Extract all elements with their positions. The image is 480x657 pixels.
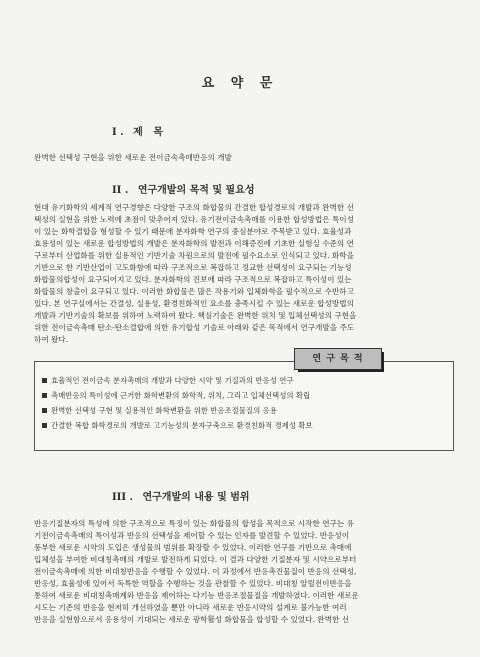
paragraph-line: 반응을 실현함으로서 응용성이 기대되는 새로운 광학활성 화합물을 합성할 수 있었다. 완벽한 선 [34,615,350,624]
purpose-item-text: 완벽한 선택성 구현 및 실용적인 화학변환을 위한 반응조절물질의 응용 [51,406,277,415]
paragraph-line: 기반으로 한 기반산업이 고도화함에 따라 구조적으로 복잡하고 정교한 선택성이 요구되는 기능성 [34,263,352,272]
purpose-item [42,406,277,416]
square-bullet-icon [42,378,47,383]
section-heading-2 [112,181,255,196]
paragraph-line: 풍부한 새로운 시약의 도입은 생성물의 범위를 확장할 수 있었다. 이러한 연구를 기반으로 촉매에 [34,543,352,552]
paragraph-line: 시도는 기존의 반응을 현저히 개선하였을 뿐만 아니라 새로운 반응시약의 설계로 불가능한 여러 [34,603,347,612]
purpose-item [42,421,313,431]
paragraph-line: 있다. 본 연구실에서는 간결성, 실용성, 환경친화적인 요소를 충족시킬 수 있는 새로운 합성방법의 [34,299,354,308]
paragraph-line: 전이금속촉매에 의한 비대칭반응을 수행할 수 있었다. 이 과정에서 반응촉진물질이 반응의 선택성, [34,567,357,576]
project-title: 완벽한 선택성 구현을 위한 새로운 전이금속촉매반응의 개발 [34,153,232,162]
section-number: II . [112,185,129,196]
section-heading-1 [112,123,163,138]
paragraph-line: 현대 유기화학의 세계적 연구경향은 다양한 구조의 화합물의 간결한 합성경로의 개발과 완벽한 선 [34,203,354,212]
paragraph-line: 기전이금속촉매의 특이성과 반응의 선택성을 제어할 수 있는 인자를 발견할 수 있었다. 반응성이 [34,531,350,540]
section-number: III . [112,492,133,503]
purpose-item [42,376,293,386]
page-title: 요 약 문 [201,76,279,91]
paragraph-line: 개발과 기반기술의 확보를 위하여 노력하여 왔다. 핵심기술은 완벽한 위치 및 입체선택성의 구현을 [34,311,357,320]
section-heading-3 [112,488,250,503]
paragraph-line: 입체성을 부여한 비대칭촉매의 개발로 발전하게 되었다. 이 결과 다양한 기질분자 및 시약으로부터 [34,555,357,564]
paragraph-line: 화합물의 창출이 요구되고 있다. 이러한 화합물은 많은 작용기와 입체화학을 필수적으로 수반하고 [34,287,354,296]
paragraph-line: 반응기질분자의 특성에 의한 구조적으로 특징이 있는 화합물의 합성을 목적으로 시작한 연구는 유 [34,519,354,528]
section-title: 연구개발의 내용 및 범위 [142,492,250,503]
section-number: I . [112,127,124,138]
section-title: 제 목 [133,127,163,138]
square-bullet-icon [42,423,47,428]
paragraph-line: 화합물의합성이 요구되어지고 있다. 분자화학의 진보에 따라 구조적으로 복잡하고 특이성이 있는 [34,275,352,284]
purpose-item [42,391,310,401]
paragraph-line: 이 있는 화학결합을 형성할 수 있기 때문에 분자화학 연구의 중심분야로 주목받고 있다. 효율성과 [34,227,352,236]
purpose-item-text: 간결한 복합 화학경로의 개발로 고기능성의 분자구축으로 환경친화적 경제성 확보 [51,421,313,430]
square-bullet-icon [42,408,47,413]
paragraph-line: 위한 전이금속촉매 탄소-탄소결합에 의한 유기합성 기술로 아래와 같은 목적에서 연구개발을 주도 [34,323,355,332]
square-bullet-icon [42,393,47,398]
section-title: 연구개발의 목적 및 필요성 [137,185,255,196]
paragraph-line: 구로부터 산업화를 위한 실용적인 기반기술 차원으로의 발전에 필수요소로 인식되고 있다. 화학을 [34,251,354,260]
research-purpose-label: 연 구 목 적 [294,348,382,370]
purpose-item-text: 촉매반응의 특이성에 근거한 화학변환의 화학적, 위치, 그리고 입체선택성의 확립 [51,391,311,400]
paragraph-line: 택성의 실현을 위한 노력에 초점이 맞추어져 있다. 유기전이금속촉매를 이용한 합성방법은 특이성 [34,215,354,224]
paragraph-line: 통하여 새로운 비대칭촉매계와 반응을 제어하는 다기능 반응조절물질을 개발하였다. 이러한 새로운 [34,591,359,600]
paragraph-line: 하여 왔다. [34,335,69,344]
paragraph-line: 반응성, 효율성에 있어서 독특한 역할을 수행하는 것을 관찰할 수 있었다. 비대칭 알릴전이반응을 [34,579,352,588]
purpose-item-text: 효율적인 전이금속 분자촉매의 개발과 다양한 시약 및 기질과의 반응성 연구 [51,376,294,385]
paragraph-line: 효용성이 있는 새로운 합성방법의 개발은 분자화학의 발전과 이해증진에 기초한 실험실 수준의 연 [34,239,354,248]
